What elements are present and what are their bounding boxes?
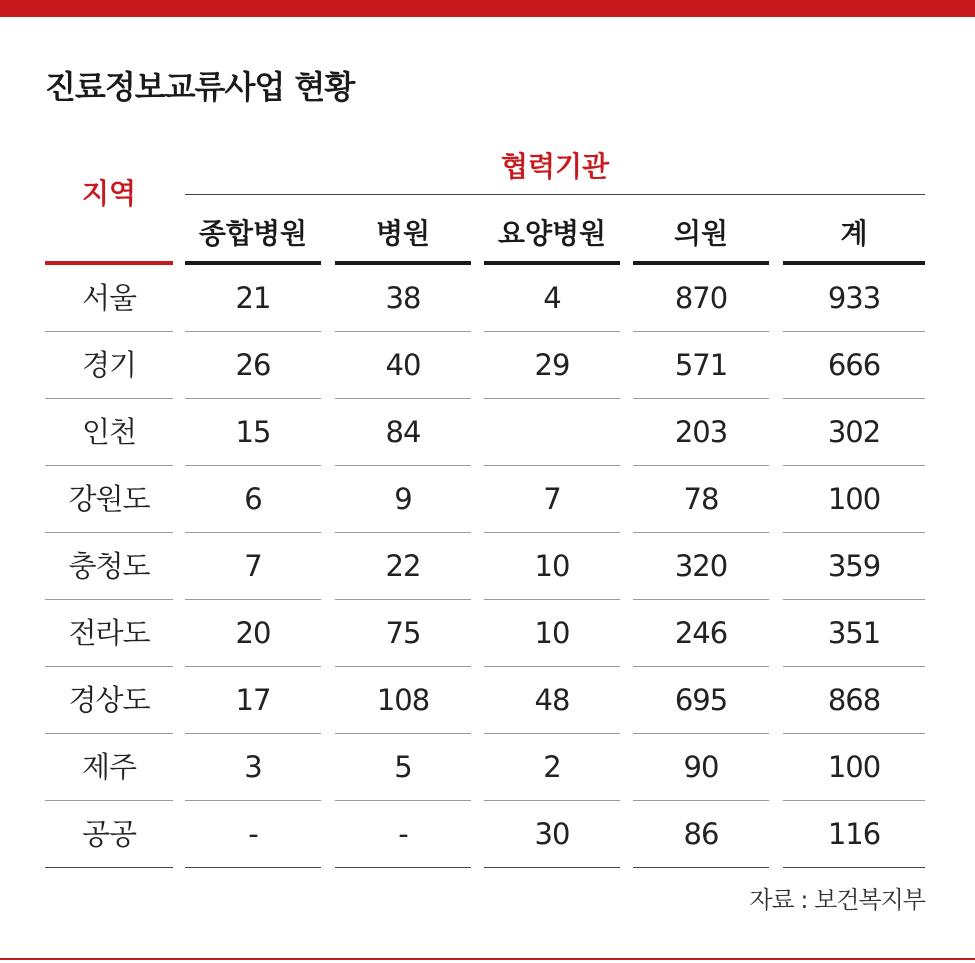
nursing-hospital-cell: 10 (534, 549, 570, 583)
general-hospital-cell: 6 (244, 482, 262, 516)
clinic-cell: 86 (683, 817, 719, 851)
table-row (0, 265, 975, 332)
table-row (0, 332, 975, 399)
row-divider (633, 867, 769, 868)
hospital-cell: 75 (385, 616, 421, 650)
nursing-hospital-cell: 4 (543, 281, 561, 315)
row-divider (783, 867, 925, 868)
clinic-cell: 870 (674, 281, 728, 315)
region-cell: 제주 (81, 750, 137, 784)
nursing-hospital-cell: 48 (534, 683, 570, 717)
total-cell: 359 (827, 549, 881, 583)
total-cell: 100 (827, 482, 881, 516)
row-divider (45, 867, 173, 868)
column-header-nursing-hospital: 요양병원 (497, 217, 607, 250)
row-divider (484, 867, 620, 868)
partner-group-header: 협력기관 (500, 150, 610, 183)
hospital-cell: 84 (385, 415, 421, 449)
general-hospital-cell: 15 (235, 415, 271, 449)
region-cell: 경상도 (68, 683, 150, 717)
general-hospital-cell: 3 (244, 750, 262, 784)
clinic-cell: 90 (683, 750, 719, 784)
column-header-clinic: 의원 (673, 217, 729, 250)
region-cell: 경기 (81, 348, 137, 382)
total-cell: 116 (827, 817, 881, 851)
general-hospital-cell: 17 (235, 683, 271, 717)
nursing-hospital-cell: 7 (543, 482, 561, 516)
clinic-cell: 246 (674, 616, 728, 650)
hospital-cell: 9 (394, 482, 412, 516)
nursing-hospital-cell: 10 (534, 616, 570, 650)
region-cell: 서울 (81, 281, 137, 315)
nursing-hospital-cell: 2 (543, 750, 561, 784)
general-hospital-cell: 21 (235, 281, 271, 315)
hospital-cell: 108 (376, 683, 430, 717)
hospital-cell: 40 (385, 348, 421, 382)
region-cell: 충청도 (68, 549, 150, 583)
total-cell: 666 (827, 348, 881, 382)
column-header-general-hospital: 종합병원 (198, 217, 308, 250)
region-cell: 강원도 (68, 482, 150, 516)
data-table (0, 265, 975, 868)
table-row (0, 533, 975, 600)
nursing-hospital-cell (484, 399, 620, 465)
general-hospital-cell: 26 (235, 348, 271, 382)
source-note: 자료 : 보건복지부 (749, 886, 925, 914)
hospital-cell: 22 (385, 549, 421, 583)
region-column-header: 지역 (81, 177, 137, 210)
region-cell: 전라도 (68, 616, 150, 650)
clinic-cell: 320 (674, 549, 728, 583)
total-cell: 868 (827, 683, 881, 717)
group-header-divider (185, 194, 925, 195)
general-hospital-cell: 20 (235, 616, 271, 650)
clinic-cell: 203 (674, 415, 728, 449)
hospital-cell: - (398, 817, 408, 851)
table-row (0, 466, 975, 533)
table-row (0, 600, 975, 667)
region-cell: 인천 (81, 415, 137, 449)
bottom-accent-line (0, 958, 975, 960)
row-divider (185, 867, 321, 868)
table-row (0, 734, 975, 801)
hospital-cell: 5 (394, 750, 412, 784)
total-cell: 933 (827, 281, 881, 315)
clinic-cell: 695 (674, 683, 728, 717)
nursing-hospital-cell: 29 (534, 348, 570, 382)
clinic-cell: 78 (683, 482, 719, 516)
general-hospital-cell: - (248, 817, 258, 851)
top-accent-bar (0, 0, 975, 17)
total-cell: 351 (827, 616, 881, 650)
total-cell: 302 (827, 415, 881, 449)
table-row (0, 801, 975, 868)
column-header-hospital: 병원 (375, 217, 431, 250)
total-cell: 100 (827, 750, 881, 784)
hospital-cell: 38 (385, 281, 421, 315)
nursing-hospital-cell: 30 (534, 817, 570, 851)
page-title: 진료정보교류사업 현황 (45, 68, 355, 106)
table-row (0, 667, 975, 734)
row-divider (335, 867, 471, 868)
table-row (0, 399, 975, 466)
region-cell: 공공 (81, 817, 137, 851)
general-hospital-cell: 7 (244, 549, 262, 583)
clinic-cell: 571 (674, 348, 728, 382)
column-header-total: 계 (840, 217, 868, 250)
